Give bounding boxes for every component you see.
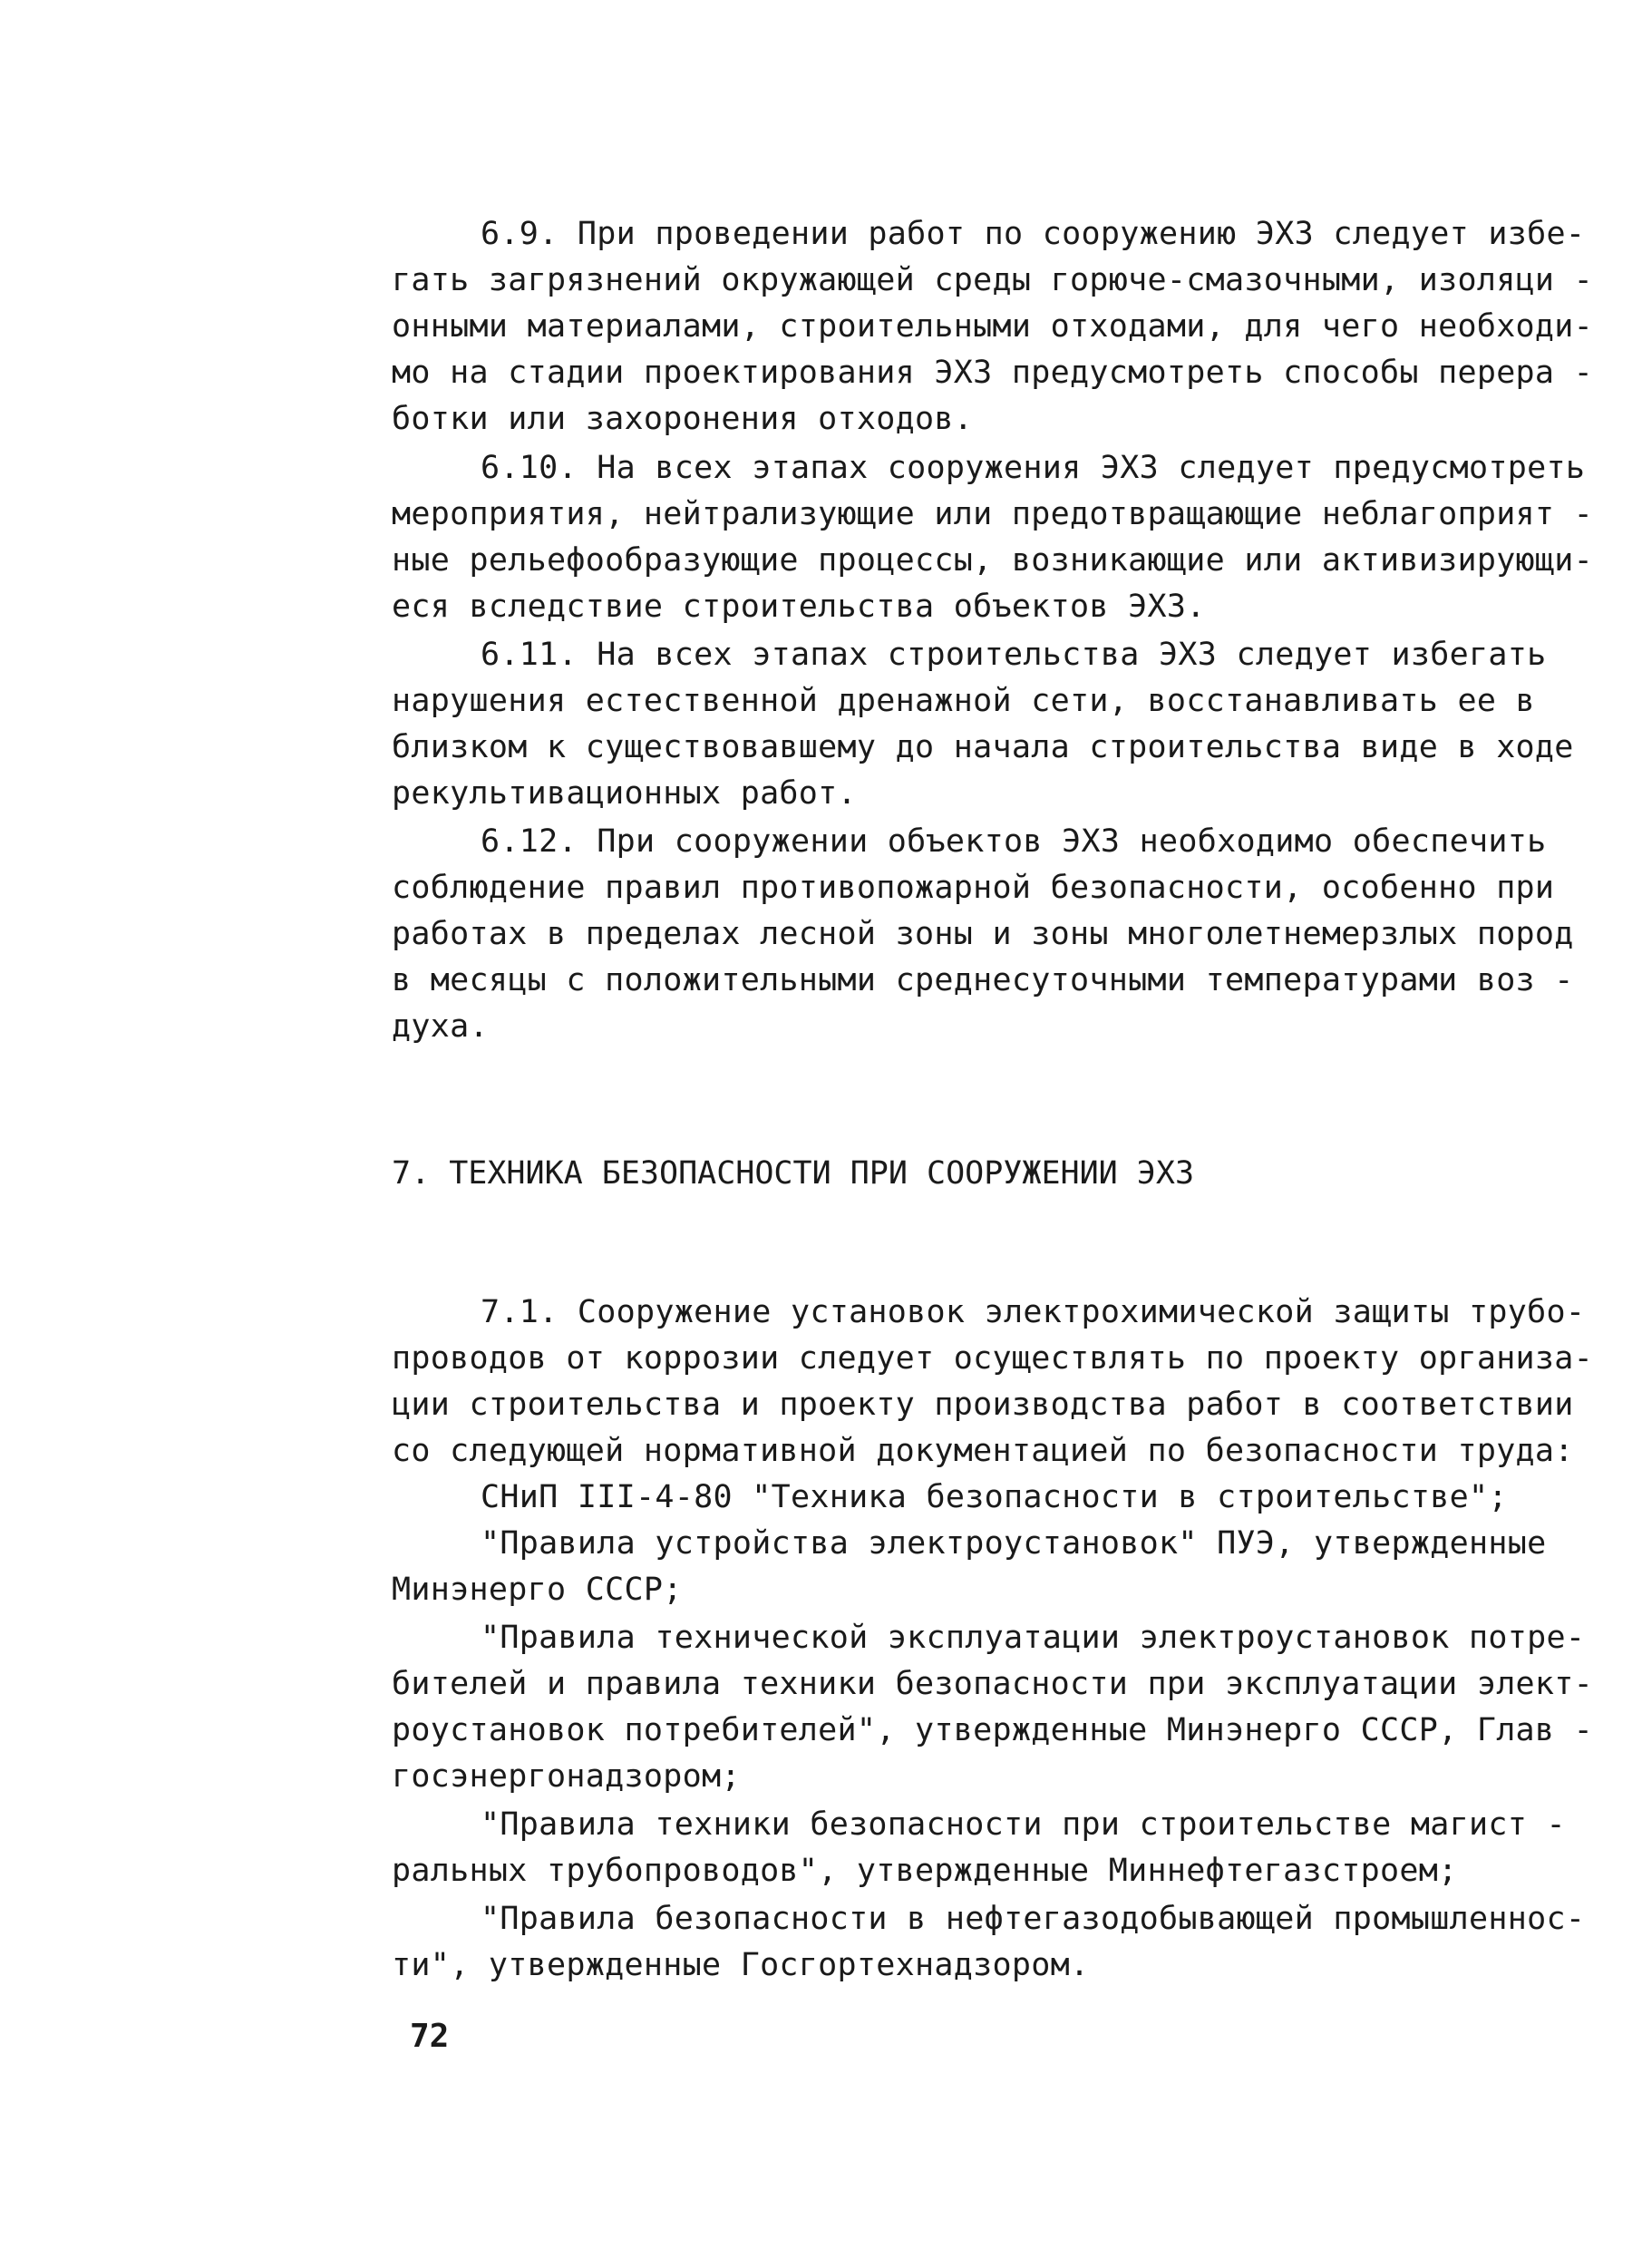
paragraph-6-9-line-4: мо на стадии проектирования ЭХЗ предусмотреть способы перера - bbox=[392, 355, 1594, 391]
norm-snip-item: СНиП III-4-80 "Техника безопасности в строительстве"; bbox=[481, 1479, 1508, 1515]
paragraph-7-1-line-1: 7.1. Сооружение установок электрохимической защиты трубо- bbox=[481, 1294, 1586, 1330]
norm-pipelines-item-line-2: ральных трубопроводов", утвержденные Миннефтегазстроем; bbox=[392, 1853, 1458, 1889]
paragraph-6-11-line-3: близком к существовавшему до начала строительства виде в ходе bbox=[392, 729, 1574, 765]
paragraph-6-10-line-1: 6.10. На всех этапах сооружения ЭХЗ следует предусмотреть bbox=[481, 450, 1586, 486]
paragraph-6-12-line-2: соблюдение правил противопожарной безопасности, особенно при bbox=[392, 870, 1555, 906]
norm-pue-item-line-1: "Правила устройства электроустановок" ПУЭ, утвержденные bbox=[481, 1525, 1547, 1562]
norm-oil-gas-item-line-2: ти", утвержденные Госгортехнадзором. bbox=[392, 1947, 1090, 1983]
paragraph-6-9-line-5: ботки или захоронения отходов. bbox=[392, 401, 974, 437]
paragraph-7-1-line-3: ции строительства и проекту производства работ в соответствии bbox=[392, 1387, 1574, 1423]
paragraph-6-10-line-2: мероприятия, нейтрализующие или предотвращающие неблагоприят - bbox=[392, 496, 1594, 532]
norm-pte-item-line-3: роустановок потребителей", утвержденные Минэнерго СССР, Глав - bbox=[392, 1712, 1594, 1748]
norm-pte-item-line-4: госэнергонадзором; bbox=[392, 1758, 741, 1795]
paragraph-6-10-line-3: ные рельефообразующие процессы, возникающие или активизирующи- bbox=[392, 542, 1594, 579]
paragraph-6-11-line-1: 6.11. На всех этапах строительства ЭХЗ следует избегать bbox=[481, 637, 1547, 673]
section-7-heading: 7. ТЕХНИКА БЕЗОПАСНОСТИ ПРИ СООРУЖЕНИИ ЭХЗ bbox=[392, 1155, 1195, 1192]
paragraph-6-9-line-1: 6.9. При проведении работ по сооружению ЭХЗ следует избе- bbox=[481, 216, 1586, 252]
paragraph-6-9-line-2: гать загрязнений окружающей среды горюче-смазочными, изоляци - bbox=[392, 262, 1594, 298]
paragraph-6-12-line-1: 6.12. При сооружении объектов ЭХЗ необходимо обеспечить bbox=[481, 823, 1547, 860]
paragraph-6-12-line-3: работах в пределах лесной зоны и зоны многолетнемерзлых пород bbox=[392, 916, 1574, 952]
paragraph-6-12-line-5: духа. bbox=[392, 1008, 489, 1045]
paragraph-6-10-line-4: еся вследствие строительства объектов ЭХЗ. bbox=[392, 589, 1206, 625]
paragraph-6-11-line-2: нарушения естественной дренажной сети, восстанавливать ее в bbox=[392, 683, 1535, 719]
paragraph-7-1-line-2: проводов от коррозии следует осуществлять по проекту организа- bbox=[392, 1340, 1594, 1377]
norm-ptе-item-line-1: "Правила технической эксплуатации электроустановок потре- bbox=[481, 1620, 1586, 1656]
norm-oil-gas-item-line-1: "Правила безопасности в нефтегазодобывающей промышленнос- bbox=[481, 1901, 1586, 1937]
norm-pue-item-line-2: Минэнерго СССР; bbox=[392, 1572, 683, 1608]
paragraph-6-11-line-4: рекультивационных работ. bbox=[392, 775, 857, 812]
norm-pipelines-item-line-1: "Правила техники безопасности при строительстве магист - bbox=[481, 1806, 1566, 1843]
paragraph-6-9-line-3: онными материалами, строительными отходами, для чего необходи- bbox=[392, 308, 1594, 345]
paragraph-6-12-line-4: в месяцы с положительными среднесуточными температурами воз - bbox=[392, 962, 1574, 998]
norm-pte-item-line-2: бителей и правила техники безопасности при эксплуатации элект- bbox=[392, 1666, 1594, 1702]
paragraph-7-1-line-4: со следующей нормативной документацией по безопасности труда: bbox=[392, 1433, 1574, 1469]
page-number: 72 bbox=[410, 2018, 450, 2055]
